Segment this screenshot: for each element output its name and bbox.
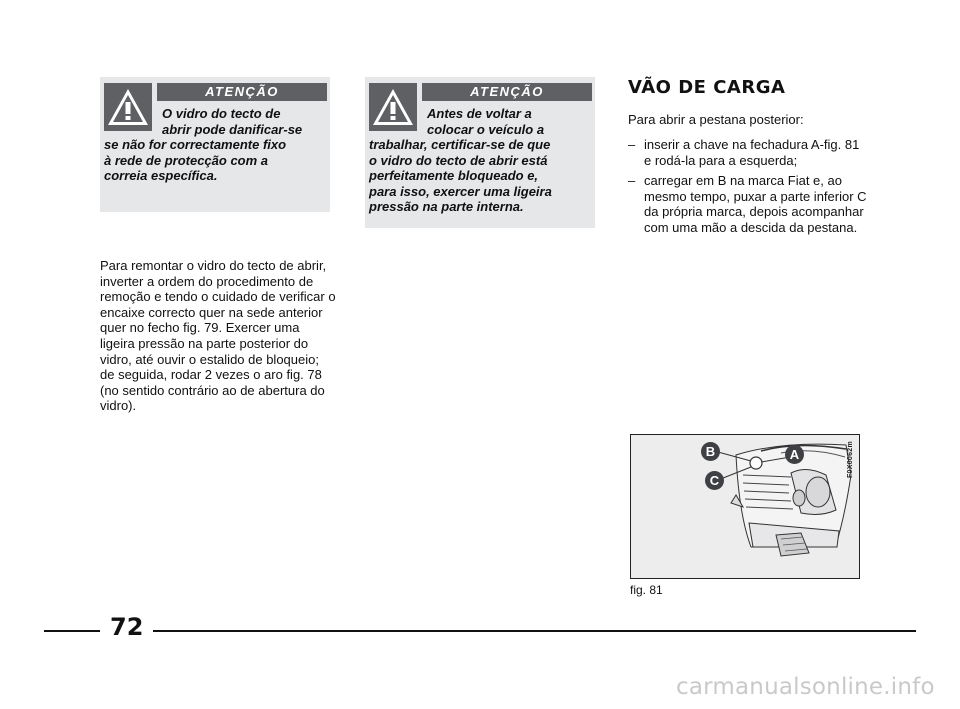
figure-81 [630, 434, 860, 579]
warning-line: correia específica. [104, 168, 218, 183]
callout-a [785, 445, 804, 464]
warning-text-1 [104, 106, 328, 184]
warning-line: Antes de voltar a [427, 106, 532, 121]
steps-list [628, 137, 868, 241]
callout-c [705, 471, 724, 490]
callout-label: B [705, 444, 716, 459]
warning-line: para isso, exercer uma ligeira [369, 183, 552, 199]
list-dash: – [628, 137, 636, 152]
warning-line: pressão na parte interna. [369, 199, 524, 214]
watermark: carmanualsonline.info [676, 674, 935, 700]
remount-paragraph: Para remontar o vidro do tecto de abrir, inverter a ordem do procedimento de remoção e tendo o cuidado de verificar o encaixe correcto quer na sede anterior quer no fecho fig. 79. Exercer uma ligeira pressão na parte posterior do vidro, até ouvir o estalido de bloqueio; de seguida, rodar 2 vezes o aro fig. 78 (no sentido contrário ao de abertura do vidro). [100, 258, 336, 414]
callout-b [701, 442, 720, 461]
warning-line: à rede de protecção com a [104, 152, 269, 168]
warning-header: ATENÇÃO [157, 83, 327, 101]
warning-header: ATENÇÃO [422, 83, 592, 101]
list-item [628, 173, 868, 235]
section-intro: Para abrir a pestana posterior: [628, 112, 804, 127]
car-rear-illustration [631, 435, 858, 577]
warning-box-2 [365, 77, 595, 228]
figure-caption: fig. 81 [630, 583, 663, 597]
warning-line: se não for correctamente fixo [104, 137, 287, 152]
warning-text-2 [369, 106, 593, 215]
warning-box-1 [100, 77, 330, 212]
warning-line: o vidro do tecto de abrir está [369, 152, 548, 168]
footer-rule-right [153, 630, 916, 632]
page-number: 72 [110, 613, 144, 641]
callout-label: C [709, 473, 720, 488]
figure-code: F0X0062m [847, 441, 854, 479]
footer-rule-left [44, 630, 100, 632]
callout-label: A [789, 447, 800, 462]
list-item [628, 137, 868, 168]
list-dash: – [628, 173, 636, 189]
list-item-text: carregar em B na marca Fiat e, ao mesmo tempo, puxar a parte inferior C da própria marca, depois acompanhar com uma mão a descida da pestana. [644, 173, 867, 235]
warning-line: perfeitamente bloqueado e, [369, 168, 539, 183]
list-item-text: inserir a chave na fechadura A-fig. 81 e rodá-la para a esquerda; [644, 137, 860, 168]
warning-line: colocar o veículo a [427, 121, 545, 137]
warning-line: O vidro do tecto de [162, 106, 281, 121]
section-title: VÃO DE CARGA [628, 77, 786, 98]
warning-line: abrir pode danificar-se [162, 121, 303, 137]
warning-line: trabalhar, certificar-se de que [369, 137, 551, 152]
